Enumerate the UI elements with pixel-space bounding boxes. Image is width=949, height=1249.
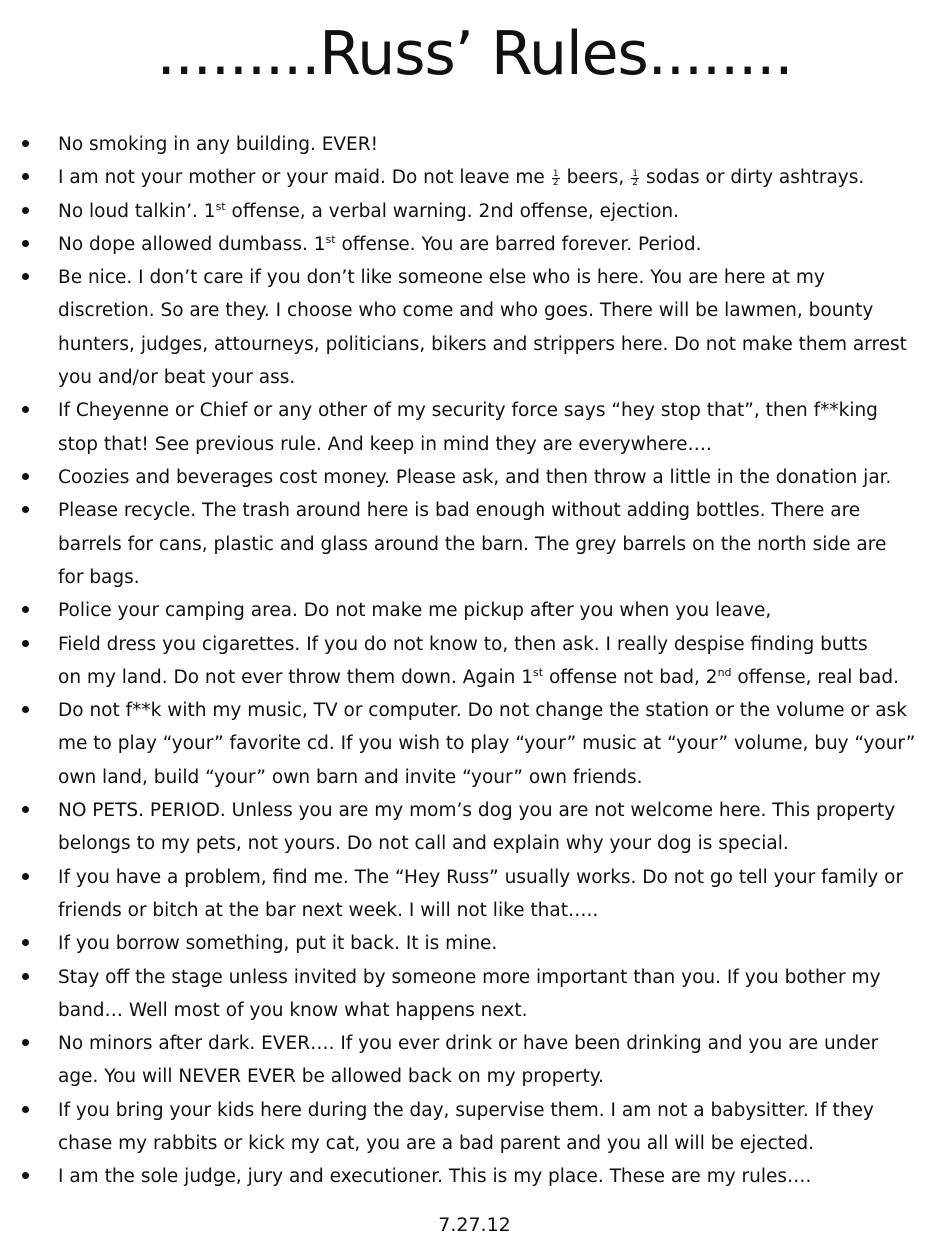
bullet-icon [22, 1039, 29, 1046]
rule-text [58, 195, 949, 228]
rule-line: Please recycle. The trash around here is bad enough without adding bottles. There are [58, 500, 861, 522]
rule-text [58, 228, 949, 261]
bullet-icon [22, 1106, 29, 1113]
rule-text [58, 594, 949, 627]
bullet-icon [22, 140, 29, 147]
bullet-icon [22, 939, 29, 946]
bullet-icon [22, 973, 29, 980]
rule-line: barrels for cans, plastic and glass around the barn. The grey barrels on the north side are [58, 533, 887, 555]
rule-text [58, 861, 949, 928]
rule-line: band… Well most of you know what happens next. [58, 999, 528, 1021]
rule-text [58, 161, 949, 194]
rule-text [58, 128, 949, 161]
rule-line: age. You will NEVER EVER be allowed back on my property. [58, 1066, 604, 1088]
rule-text [58, 1160, 949, 1193]
rule-text [58, 628, 949, 695]
bullet-icon [22, 506, 29, 513]
bullet-icon [22, 640, 29, 647]
rule-line: NO PETS. PERIOD. Unless you are my mom’s dog you are not welcome here. This property [58, 800, 896, 821]
bullet-icon [22, 606, 29, 613]
rule-text [58, 494, 949, 594]
bullet-icon [22, 473, 29, 480]
rule-text [58, 394, 949, 461]
rule-line: Be nice. I don’t care if you don’t like someone else who is here. You are here at my [58, 267, 825, 289]
rule-line: Police your camping area. Do not make me pickup after you when you leave, [58, 600, 772, 622]
bullet-icon [22, 173, 29, 180]
rule-line: If you borrow something, put it back. It is mine. [58, 933, 498, 955]
bullet-icon [22, 1172, 29, 1179]
page-title: .........Russ’ Rules........ [156, 19, 793, 89]
rule-line: I am not your mother or your maid. Do not leave me $\frac{1}{2}$ beers, $\frac{1}{2}$ sodas or dirty ashtrays. [58, 167, 865, 189]
bullet-icon [22, 706, 29, 713]
rule-text [58, 261, 949, 394]
rule-line: No minors after dark. EVER…. If you ever drink or have been drinking and you are under [58, 1033, 879, 1055]
rule-text [58, 961, 949, 1028]
rule-line: No loud talkin’. 1st offense, a verbal warning. 2nd offense, ejection. [58, 199, 680, 222]
rule-line: I am the sole judge, jury and executioner. This is my place. These are my rules…. [58, 1166, 812, 1188]
rule-line: If you bring your kids here during the day, supervise them. I am not a babysitter. If they [58, 1099, 874, 1121]
rule-line: friends or bitch at the bar next week. I will not like that….. [58, 899, 599, 921]
rule-line: Coozies and beverages cost money. Please ask, and then throw a little in the donation jar. [58, 467, 892, 488]
rule-line: No smoking in any building. EVER! [58, 134, 379, 155]
rule-line: If Cheyenne or Chief or any other of my security force says “hey stop that”, then f**king [58, 400, 878, 422]
bullet-icon [22, 806, 29, 813]
rule-line: own land, build “your” own barn and invite “your” own friends. [58, 766, 643, 788]
rule-line: chase my rabbits or kick my cat, you are a bad parent and you all will be ejected. [58, 1132, 815, 1154]
date-footer: 7.27.12 [438, 1214, 511, 1236]
rule-line: If you have a problem, find me. The “Hey Russ” usually works. Do not go tell your family or [58, 866, 904, 888]
rule-line: for bags. [58, 566, 140, 588]
rule-text [58, 1094, 949, 1161]
rule-line: Do not f**k with my music, TV or computer. Do not change the station or the volume or ask [58, 700, 907, 722]
bullet-icon [22, 273, 29, 280]
rule-text [58, 794, 949, 861]
rule-line: me to play “your” favorite cd. If you wish to play “your” music at “your” volume, buy “your” [58, 733, 916, 755]
rule-line: hunters, judges, attourneys, politicians, bikers and strippers here. Do not make them arrest [58, 333, 907, 355]
rule-text [58, 927, 949, 960]
bullet-icon [22, 207, 29, 214]
rule-line: discretion. So are they. I choose who come and who goes. There will be lawmen, bounty [58, 300, 874, 322]
rule-line: No dope allowed dumbass. 1st offense. You are barred forever. Period. [58, 232, 702, 255]
rule-line: Field dress you cigarettes. If you do not know to, then ask. I really despise finding butts [58, 633, 868, 655]
fraction: $\frac{1}{2}$ [632, 169, 638, 189]
rule-line: belongs to my pets, not yours. Do not call and explain why your dog is special. [58, 833, 789, 855]
bullet-icon [22, 240, 29, 247]
rule-line: stop that! See previous rule. And keep in mind they are everywhere…. [58, 433, 712, 455]
fraction: $\frac{1}{2}$ [552, 169, 559, 189]
rule-text [58, 694, 949, 794]
rule-text [58, 1027, 949, 1094]
rule-line: you and/or beat your ass. [58, 367, 296, 389]
bullet-icon [22, 873, 29, 880]
bullet-icon [22, 406, 29, 413]
rule-line: on my land. Do not ever throw them down. Again 1st offense not bad, 2nd offense, real bad. [58, 665, 900, 688]
rule-text [58, 461, 949, 494]
rule-line: Stay off the stage unless invited by someone more important than you. If you bother my [58, 966, 881, 988]
